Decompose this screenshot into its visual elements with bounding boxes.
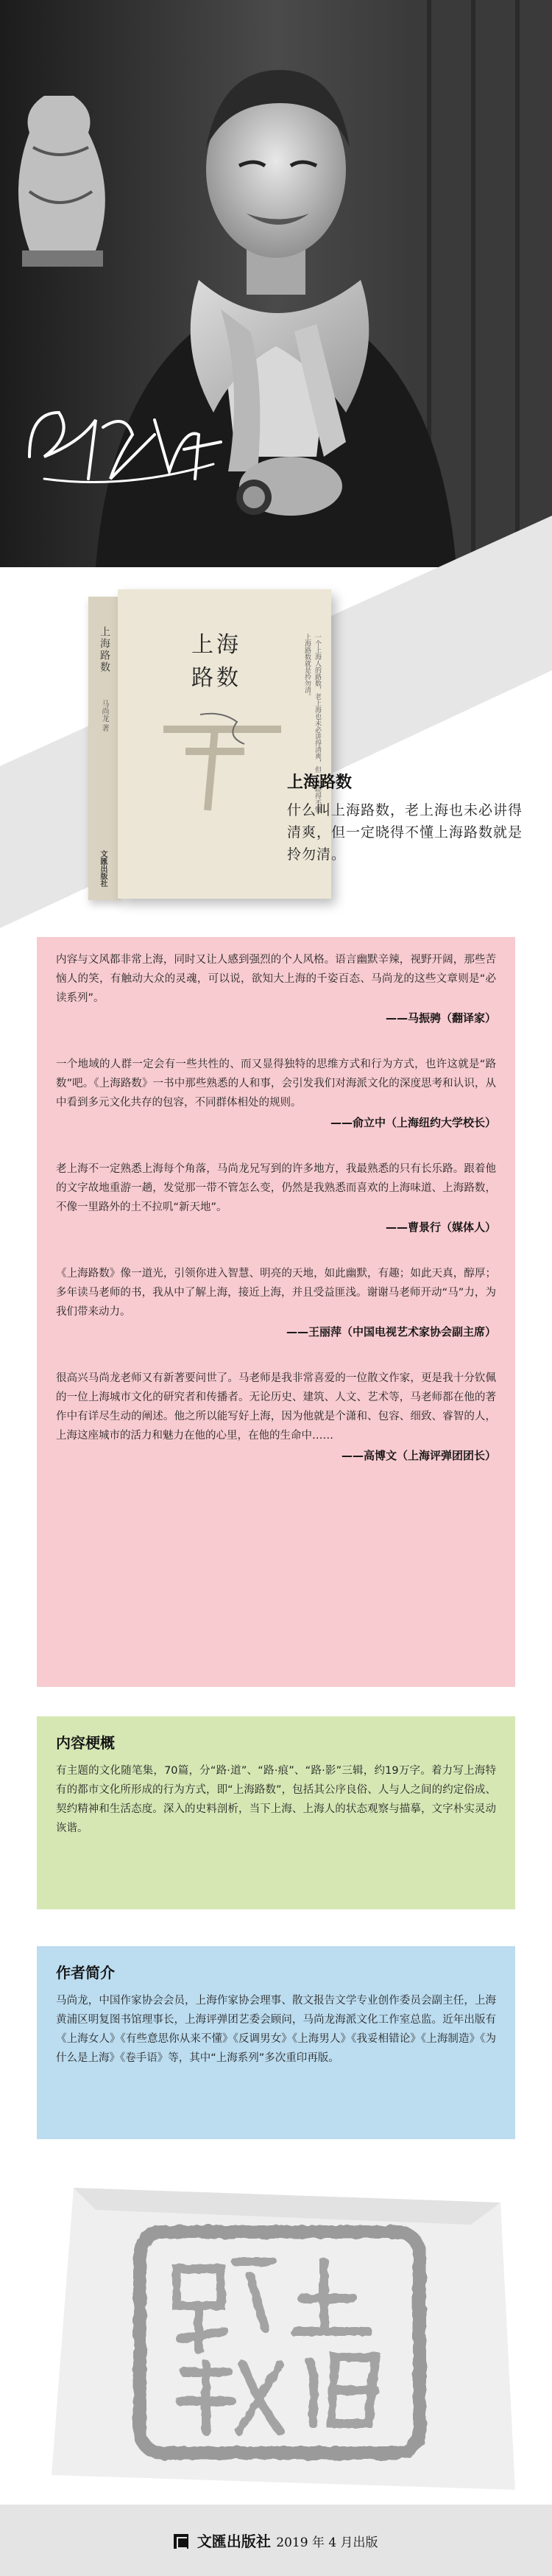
spine-title: 上海路数 xyxy=(99,626,110,673)
cover-calligraphy-art xyxy=(156,707,289,818)
quote-signature: ——马振骋（翻译家） xyxy=(385,1011,496,1025)
seal-stamp-image xyxy=(29,2180,523,2497)
quote-signature: ——高博文（上海评弹团团长） xyxy=(341,1449,496,1462)
summary-title: 内容梗概 xyxy=(56,1734,115,1752)
author-section xyxy=(37,1946,515,2139)
cover-subtitle: 一个上海人的路数，老上海也未必讲得清爽，但一定晓得不懂上海路数就是拎勿清。 xyxy=(303,634,321,813)
quotes-section xyxy=(37,937,515,1687)
footer xyxy=(0,2505,552,2576)
hero-photo xyxy=(0,0,552,567)
author-text: 马尚龙，中国作家协会会员，上海作家协会理事、散文报告文学专业创作委员会副主任，上海黄浦区明复图书馆理事长，上海评弹团艺委会顾问，马尚龙海派文化工作室总监。近年出版有《上海女人》《有些意思你从来不懂》《反调男女》《上海男人》《我妥相错论》《上海制造》《为什么是上海》《卷手语》等，其中“上海系列”多次重印再版。 xyxy=(56,1995,496,2064)
spine-author: 马尚龙 著 xyxy=(100,700,108,732)
quote-text: 一个地域的人群一定会有一些共性的、而又显得独特的思维方式和行为方式，也许这就是“路数”吧。《上海路数》一书中那些熟悉的人和事，会引发我们对海派文化的深度思考和认识，从中看到多元文化共存的包容，不同群体相处的规则。 xyxy=(56,1059,496,1109)
footer-line xyxy=(0,2530,552,2551)
author-title: 作者简介 xyxy=(56,1964,115,1982)
quote-signature: ——王丽萍（中国电视艺术家协会副主席） xyxy=(286,1325,496,1338)
publish-date: 2019 年 4 月出版 xyxy=(276,2535,378,2550)
book-title: 上海路数 xyxy=(287,773,353,792)
publisher-logo-icon xyxy=(174,2534,188,2549)
author-signature xyxy=(15,368,236,501)
cover-title-line2: 路数 xyxy=(191,665,241,691)
spine-publisher: 文匯出版社 xyxy=(99,850,107,887)
summary-text: 有主题的文化随笔集，70篇，分“路·道”、“路·痕”、“路·影”三辑，约19万字。着力写上海特有的都市文化所形成的行为方式，即“上海路数”，包括其公序良俗、人与人之间的约定俗成、契约精神和生活态度。深入的史料剖析，当下上海、上海人的状态观察与描摹，文字朴实灵动诙谐。 xyxy=(56,1765,496,1834)
book-spine xyxy=(88,597,121,900)
quote-text: 老上海不一定熟悉上海每个角落，马尚龙兄写到的许多地方，我最熟悉的只有长乐路。跟着他的文字故地重游一趟，发觉那一带不管怎么变，仍然是我熟悉而喜欢的上海味道、上海路数，不像一里路外的土不拉叽“新天地”。 xyxy=(56,1163,496,1213)
quote-text: 《上海路数》像一道光，引领你进入智慧、明亮的天地，如此幽默，有趣；如此天真，醇厚；多年读马老师的书，我从中了解上海，接近上海，并且受益匪浅。谢谢马老师开动“马”力，为我们带来动力。 xyxy=(56,1268,496,1318)
quote-text: 内容与文风都非常上海，同时又让人感到强烈的个人风格。语言幽默辛辣，视野开阔，那些苦恼人的笑，有触动大众的灵魂，可以说，欲知大上海的千姿百态、马尚龙的这些文章则是“必读系列”。 xyxy=(56,954,496,1004)
publisher-name: 文匯出版社 xyxy=(197,2533,271,2550)
book-intro: 什么叫上海路数，老上海也未必讲得清爽，但一定晓得不懂上海路数就是拎勿清。 xyxy=(287,802,523,863)
quote-signature: ——曹景行（媒体人） xyxy=(385,1221,496,1234)
cover-title-line1: 上海 xyxy=(191,632,241,658)
quote-signature: ——俞立中（上海纽约大学校长） xyxy=(330,1116,496,1129)
summary-section xyxy=(37,1716,515,1909)
quote-text: 很高兴马尚龙老师又有新著要问世了。马老师是我非常喜爱的一位散文作家，更是我十分钦佩的一位上海城市文化的研究者和传播者。无论历史、建筑、人文、艺术等，马老师都在他的著作中有详尽生动的阐述。他之所以能写好上海，因为他就是个潇和、包容、细致、睿智的人，上海这座城市的活力和魅力在他的心里，在他的生命中…… xyxy=(56,1372,496,1442)
